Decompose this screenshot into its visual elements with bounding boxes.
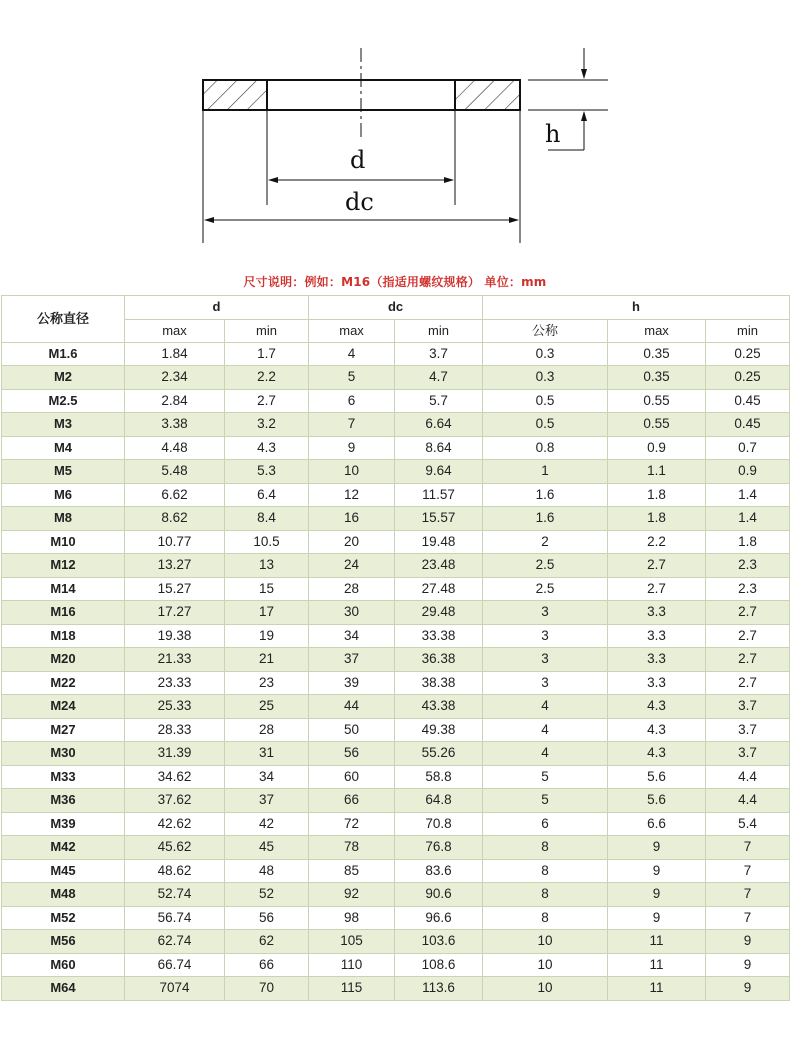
cell-h-min: 0.7 [706, 436, 790, 460]
cell-h-nominal: 4 [483, 718, 608, 742]
cell-d-min: 1.7 [225, 342, 309, 366]
cell-d-max: 15.27 [125, 577, 225, 601]
cell-dc-min: 27.48 [395, 577, 483, 601]
cell-h-min: 7 [706, 836, 790, 860]
cell-h-max: 11 [608, 953, 706, 977]
cell-h-max: 0.35 [608, 342, 706, 366]
cell-h-max: 1.8 [608, 483, 706, 507]
header-h: h [483, 296, 790, 320]
cell-dc-max: 72 [309, 812, 395, 836]
cell-h-nominal: 8 [483, 836, 608, 860]
thickness-dimension [528, 48, 608, 150]
cell-h-max: 3.3 [608, 601, 706, 625]
cell-h-max: 2.7 [608, 577, 706, 601]
cell-size: M5 [2, 460, 125, 484]
cell-size: M3 [2, 413, 125, 437]
cell-dc-min: 96.6 [395, 906, 483, 930]
subheader-h-min: min [706, 319, 790, 342]
cell-d-min: 21 [225, 648, 309, 672]
cell-h-nominal: 1.6 [483, 483, 608, 507]
cell-h-nominal: 1 [483, 460, 608, 484]
table-row [2, 648, 790, 672]
cell-d-min: 13 [225, 554, 309, 578]
cell-d-max: 6.62 [125, 483, 225, 507]
cell-h-min: 0.45 [706, 413, 790, 437]
table-row [2, 671, 790, 695]
cell-h-max: 9 [608, 859, 706, 883]
cell-size: M24 [2, 695, 125, 719]
cell-h-max: 4.3 [608, 718, 706, 742]
cell-h-min: 3.7 [706, 718, 790, 742]
cell-h-nominal: 3 [483, 671, 608, 695]
cell-dc-max: 28 [309, 577, 395, 601]
hatched-section-left [204, 81, 267, 109]
cell-h-nominal: 1.6 [483, 507, 608, 531]
cell-h-max: 0.55 [608, 413, 706, 437]
table-row [2, 554, 790, 578]
cell-d-min: 6.4 [225, 483, 309, 507]
cell-dc-min: 113.6 [395, 977, 483, 1001]
cell-h-min: 1.4 [706, 483, 790, 507]
table-row [2, 366, 790, 390]
cell-d-min: 52 [225, 883, 309, 907]
table-row [2, 624, 790, 648]
cell-size: M2 [2, 366, 125, 390]
cell-h-nominal: 10 [483, 977, 608, 1001]
cell-dc-min: 36.38 [395, 648, 483, 672]
cell-dc-min: 4.7 [395, 366, 483, 390]
cell-h-min: 2.7 [706, 601, 790, 625]
cell-h-max: 1.8 [608, 507, 706, 531]
cell-h-min: 5.4 [706, 812, 790, 836]
cell-h-min: 9 [706, 930, 790, 954]
cell-d-min: 19 [225, 624, 309, 648]
cell-d-min: 56 [225, 906, 309, 930]
cell-d-max: 66.74 [125, 953, 225, 977]
washer-spec-table [1, 295, 790, 1001]
cell-dc-max: 66 [309, 789, 395, 813]
cell-dc-min: 38.38 [395, 671, 483, 695]
cell-size: M45 [2, 859, 125, 883]
cell-d-max: 19.38 [125, 624, 225, 648]
cell-size: M8 [2, 507, 125, 531]
cell-dc-max: 60 [309, 765, 395, 789]
cell-dc-max: 7 [309, 413, 395, 437]
cell-h-min: 4.4 [706, 789, 790, 813]
cell-d-min: 34 [225, 765, 309, 789]
cell-size: M2.5 [2, 389, 125, 413]
cell-d-max: 25.33 [125, 695, 225, 719]
table-row [2, 859, 790, 883]
cell-d-min: 37 [225, 789, 309, 813]
cell-dc-max: 30 [309, 601, 395, 625]
cell-d-min: 23 [225, 671, 309, 695]
cell-d-min: 25 [225, 695, 309, 719]
cell-h-nominal: 0.8 [483, 436, 608, 460]
cell-dc-max: 6 [309, 389, 395, 413]
cell-h-min: 9 [706, 977, 790, 1001]
table-row [2, 389, 790, 413]
cell-dc-min: 103.6 [395, 930, 483, 954]
cell-dc-min: 29.48 [395, 601, 483, 625]
cell-h-max: 11 [608, 977, 706, 1001]
cell-h-min: 7 [706, 859, 790, 883]
cell-size: M1.6 [2, 342, 125, 366]
cell-dc-min: 11.57 [395, 483, 483, 507]
cell-h-nominal: 10 [483, 930, 608, 954]
header-row [2, 296, 790, 320]
cell-dc-max: 16 [309, 507, 395, 531]
cell-h-nominal: 3 [483, 601, 608, 625]
cell-h-nominal: 4 [483, 695, 608, 719]
cell-dc-max: 12 [309, 483, 395, 507]
cell-dc-max: 20 [309, 530, 395, 554]
cell-d-max: 31.39 [125, 742, 225, 766]
cell-d-max: 52.74 [125, 883, 225, 907]
table-row [2, 436, 790, 460]
cell-h-min: 4.4 [706, 765, 790, 789]
cell-d-max: 48.62 [125, 859, 225, 883]
table-row [2, 883, 790, 907]
cell-dc-max: 10 [309, 460, 395, 484]
header-nominal-size: 公称直径 [2, 296, 125, 343]
cell-d-max: 21.33 [125, 648, 225, 672]
cell-h-min: 1.4 [706, 507, 790, 531]
cell-h-nominal: 0.3 [483, 342, 608, 366]
cell-dc-min: 83.6 [395, 859, 483, 883]
cell-h-max: 2.2 [608, 530, 706, 554]
cell-dc-max: 39 [309, 671, 395, 695]
cell-h-min: 0.9 [706, 460, 790, 484]
cell-d-max: 1.84 [125, 342, 225, 366]
cell-h-max: 9 [608, 906, 706, 930]
cell-h-min: 0.25 [706, 366, 790, 390]
subheader-h-nominal: 公称 [483, 319, 608, 342]
cell-d-max: 5.48 [125, 460, 225, 484]
cell-d-max: 45.62 [125, 836, 225, 860]
cell-dc-min: 64.8 [395, 789, 483, 813]
cell-dc-max: 85 [309, 859, 395, 883]
washer-dimension-diagram [0, 0, 790, 265]
cell-h-max: 0.55 [608, 389, 706, 413]
cell-h-max: 11 [608, 930, 706, 954]
cell-d-min: 15 [225, 577, 309, 601]
cell-size: M22 [2, 671, 125, 695]
cell-size: M42 [2, 836, 125, 860]
cell-dc-max: 115 [309, 977, 395, 1001]
table-row [2, 460, 790, 484]
cell-d-min: 48 [225, 859, 309, 883]
cell-d-min: 42 [225, 812, 309, 836]
cell-d-min: 17 [225, 601, 309, 625]
cell-h-min: 0.25 [706, 342, 790, 366]
table-row [2, 342, 790, 366]
cell-dc-max: 56 [309, 742, 395, 766]
cell-h-max: 1.1 [608, 460, 706, 484]
cell-dc-min: 55.26 [395, 742, 483, 766]
cell-h-nominal: 0.5 [483, 389, 608, 413]
table-row [2, 718, 790, 742]
subheader-h-max: max [608, 319, 706, 342]
cell-d-min: 66 [225, 953, 309, 977]
cell-dc-max: 44 [309, 695, 395, 719]
cell-size: M30 [2, 742, 125, 766]
cell-dc-min: 15.57 [395, 507, 483, 531]
cell-dc-max: 34 [309, 624, 395, 648]
cell-d-max: 34.62 [125, 765, 225, 789]
cell-d-min: 2.7 [225, 389, 309, 413]
cell-h-nominal: 3 [483, 624, 608, 648]
cell-dc-min: 8.64 [395, 436, 483, 460]
cell-dc-min: 76.8 [395, 836, 483, 860]
cell-d-max: 4.48 [125, 436, 225, 460]
cell-d-min: 31 [225, 742, 309, 766]
cell-dc-min: 23.48 [395, 554, 483, 578]
cell-h-nominal: 6 [483, 812, 608, 836]
cell-d-min: 62 [225, 930, 309, 954]
cell-h-min: 3.7 [706, 742, 790, 766]
cell-h-nominal: 2.5 [483, 577, 608, 601]
table-row [2, 765, 790, 789]
cell-dc-max: 24 [309, 554, 395, 578]
cell-dc-min: 49.38 [395, 718, 483, 742]
cell-h-max: 9 [608, 836, 706, 860]
subheader-dc-min: min [395, 319, 483, 342]
subheader-d-max: max [125, 319, 225, 342]
cell-d-min: 8.4 [225, 507, 309, 531]
cell-d-max: 62.74 [125, 930, 225, 954]
cell-h-min: 9 [706, 953, 790, 977]
cell-d-max: 23.33 [125, 671, 225, 695]
cell-dc-min: 3.7 [395, 342, 483, 366]
table-row [2, 930, 790, 954]
cell-size: M36 [2, 789, 125, 813]
cell-h-nominal: 3 [483, 648, 608, 672]
cell-h-max: 5.6 [608, 789, 706, 813]
table-row [2, 953, 790, 977]
cell-size: M16 [2, 601, 125, 625]
cell-h-nominal: 0.3 [483, 366, 608, 390]
cell-size: M48 [2, 883, 125, 907]
cell-dc-max: 4 [309, 342, 395, 366]
cell-size: M52 [2, 906, 125, 930]
cell-h-nominal: 5 [483, 765, 608, 789]
cell-dc-max: 78 [309, 836, 395, 860]
table-row [2, 695, 790, 719]
cell-dc-min: 43.38 [395, 695, 483, 719]
cell-dc-min: 108.6 [395, 953, 483, 977]
cell-h-max: 4.3 [608, 742, 706, 766]
cell-h-max: 4.3 [608, 695, 706, 719]
cell-d-max: 3.38 [125, 413, 225, 437]
table-row [2, 601, 790, 625]
cell-h-max: 3.3 [608, 624, 706, 648]
table-row [2, 507, 790, 531]
cell-h-max: 0.9 [608, 436, 706, 460]
cell-dc-max: 110 [309, 953, 395, 977]
table-row [2, 577, 790, 601]
cell-dc-max: 37 [309, 648, 395, 672]
cell-size: M64 [2, 977, 125, 1001]
cell-size: M56 [2, 930, 125, 954]
cell-dc-min: 9.64 [395, 460, 483, 484]
cell-h-max: 2.7 [608, 554, 706, 578]
cell-d-max: 56.74 [125, 906, 225, 930]
hatched-section-right [455, 81, 519, 109]
cell-size: M18 [2, 624, 125, 648]
cell-h-nominal: 0.5 [483, 413, 608, 437]
table-row [2, 530, 790, 554]
cell-d-max: 2.34 [125, 366, 225, 390]
cell-size: M60 [2, 953, 125, 977]
cell-size: M10 [2, 530, 125, 554]
cell-d-min: 5.3 [225, 460, 309, 484]
cell-h-nominal: 8 [483, 883, 608, 907]
header-d: d [125, 296, 309, 320]
cell-dc-max: 105 [309, 930, 395, 954]
table-row [2, 977, 790, 1001]
cell-h-nominal: 4 [483, 742, 608, 766]
cell-h-min: 2.3 [706, 577, 790, 601]
cell-dc-min: 5.7 [395, 389, 483, 413]
cell-dc-max: 5 [309, 366, 395, 390]
cell-h-nominal: 5 [483, 789, 608, 813]
cell-size: M27 [2, 718, 125, 742]
table-row [2, 413, 790, 437]
cell-d-max: 42.62 [125, 812, 225, 836]
cell-h-min: 7 [706, 883, 790, 907]
cell-h-max: 0.35 [608, 366, 706, 390]
cell-dc-min: 6.64 [395, 413, 483, 437]
cell-d-max: 37.62 [125, 789, 225, 813]
cell-dc-min: 33.38 [395, 624, 483, 648]
cell-h-nominal: 2.5 [483, 554, 608, 578]
cell-h-min: 2.7 [706, 624, 790, 648]
label-d: d [350, 146, 366, 174]
cell-size: M6 [2, 483, 125, 507]
cell-h-max: 3.3 [608, 648, 706, 672]
cell-d-max: 13.27 [125, 554, 225, 578]
table-row [2, 836, 790, 860]
table-row [2, 483, 790, 507]
cell-size: M33 [2, 765, 125, 789]
cell-dc-max: 9 [309, 436, 395, 460]
cell-d-max: 2.84 [125, 389, 225, 413]
cell-d-min: 4.3 [225, 436, 309, 460]
subheader-dc-max: max [309, 319, 395, 342]
cell-dc-min: 19.48 [395, 530, 483, 554]
table-body [2, 342, 790, 1000]
cell-size: M39 [2, 812, 125, 836]
cell-d-min: 10.5 [225, 530, 309, 554]
cell-h-nominal: 2 [483, 530, 608, 554]
header-dc: dc [309, 296, 483, 320]
cell-h-min: 0.45 [706, 389, 790, 413]
cell-d-max: 7074 [125, 977, 225, 1001]
dimension-caption: 尺寸说明：例如：M16（指适用螺纹规格） 单位：mm [243, 275, 547, 289]
cell-size: M4 [2, 436, 125, 460]
cell-d-min: 2.2 [225, 366, 309, 390]
cell-d-max: 28.33 [125, 718, 225, 742]
cell-h-min: 2.7 [706, 648, 790, 672]
cell-dc-max: 98 [309, 906, 395, 930]
cell-h-nominal: 10 [483, 953, 608, 977]
cell-dc-min: 58.8 [395, 765, 483, 789]
cell-h-min: 1.8 [706, 530, 790, 554]
cell-dc-min: 90.6 [395, 883, 483, 907]
cell-h-min: 2.7 [706, 671, 790, 695]
cell-d-min: 28 [225, 718, 309, 742]
table-row [2, 906, 790, 930]
cell-d-max: 17.27 [125, 601, 225, 625]
cell-h-min: 7 [706, 906, 790, 930]
table-row [2, 742, 790, 766]
cell-d-max: 10.77 [125, 530, 225, 554]
cell-dc-min: 70.8 [395, 812, 483, 836]
cell-dc-max: 92 [309, 883, 395, 907]
cell-h-nominal: 8 [483, 906, 608, 930]
cell-h-min: 3.7 [706, 695, 790, 719]
cell-h-nominal: 8 [483, 859, 608, 883]
cell-size: M14 [2, 577, 125, 601]
cell-h-min: 2.3 [706, 554, 790, 578]
cell-h-max: 3.3 [608, 671, 706, 695]
cell-d-min: 70 [225, 977, 309, 1001]
label-dc: dc [345, 188, 374, 216]
cell-h-max: 6.6 [608, 812, 706, 836]
cell-h-max: 9 [608, 883, 706, 907]
cell-dc-max: 50 [309, 718, 395, 742]
table-row [2, 789, 790, 813]
cell-size: M12 [2, 554, 125, 578]
table-row [2, 812, 790, 836]
label-h: h [545, 120, 561, 148]
cell-h-max: 5.6 [608, 765, 706, 789]
subheader-d-min: min [225, 319, 309, 342]
cell-size: M20 [2, 648, 125, 672]
cell-d-min: 3.2 [225, 413, 309, 437]
cell-d-min: 45 [225, 836, 309, 860]
cell-d-max: 8.62 [125, 507, 225, 531]
